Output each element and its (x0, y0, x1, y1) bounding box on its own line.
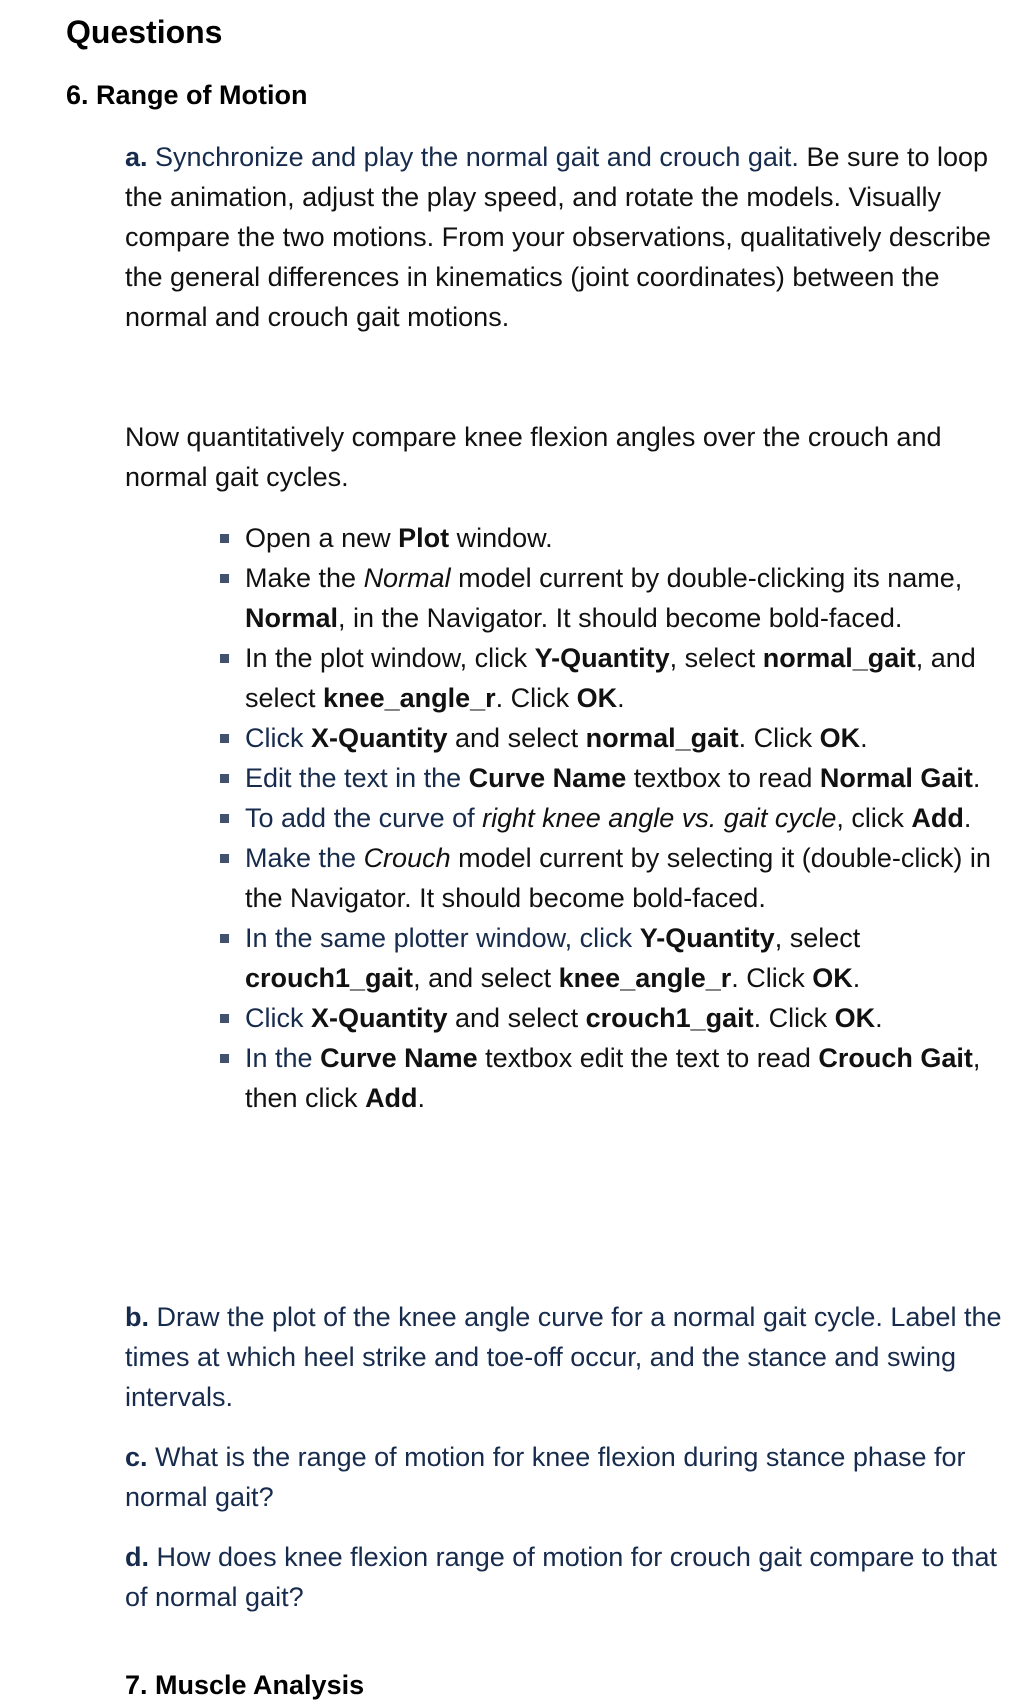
list-item: In the same plotter window, click Y-Quantity, select crouch1_gait, and select knee_angle_r. Click OK. (245, 918, 1025, 998)
list-item: Make the Crouch model current by selecting it (double-click) in the Navigator. It should become bold-faced. (245, 838, 1025, 918)
list-item: Click X-Quantity and select crouch1_gait. Click OK. (245, 998, 1025, 1038)
list-item: In the Curve Name textbox edit the text to read Crouch Gait, then click Add. (245, 1038, 1025, 1118)
question-d-text: How does knee flexion range of motion for crouch gait compare to that of normal gait? (125, 1542, 997, 1612)
question-d (125, 1537, 1025, 1617)
list-item: Edit the text in the Curve Name textbox to read Normal Gait. (245, 758, 1025, 798)
question-d-label: d. (125, 1542, 149, 1572)
question-a-link-text: Synchronize and play the normal gait and crouch gait. (155, 142, 799, 172)
list-item: Make the Normal model current by double-clicking its name, Normal, in the Navigator. It should become bold-faced. (245, 558, 1025, 638)
question-c (125, 1437, 1025, 1517)
question-a (125, 137, 1025, 337)
list-item: Open a new Plot window. (245, 518, 1025, 558)
list-item: Click X-Quantity and select normal_gait. Click OK. (245, 718, 1025, 758)
question-c-label: c. (125, 1442, 148, 1472)
section-heading: 6. Range of Motion (66, 80, 308, 110)
question-a-label: a. (125, 142, 148, 172)
next-section-heading-clipped: 7. Muscle Analysis (125, 1670, 365, 1700)
question-c-text: What is the range of motion for knee flexion during stance phase for normal gait? (125, 1442, 966, 1512)
question-b-label: b. (125, 1302, 149, 1332)
question-a-text: Be sure to loop the animation, adjust the play speed, and rotate the models. Visually compare the two motions. From your observations, qualitatively describe the general differences in kinematics (joint coordinates) between the normal and crouch gait motions. (125, 142, 991, 332)
question-b-text: Draw the plot of the knee angle curve for a normal gait cycle. Label the times at which heel strike and toe-off occur, and the stance and swing intervals. (125, 1302, 1002, 1412)
intro-paragraph: Now quantitatively compare knee flexion angles over the crouch and normal gait cycles. (125, 422, 942, 492)
question-b (125, 1297, 1025, 1417)
page-title: Questions (66, 14, 223, 50)
instruction-list (245, 518, 1025, 1118)
list-item: In the plot window, click Y-Quantity, select normal_gait, and select knee_angle_r. Click OK. (245, 638, 1025, 718)
list-item: To add the curve of right knee angle vs. gait cycle, click Add. (245, 798, 1025, 838)
